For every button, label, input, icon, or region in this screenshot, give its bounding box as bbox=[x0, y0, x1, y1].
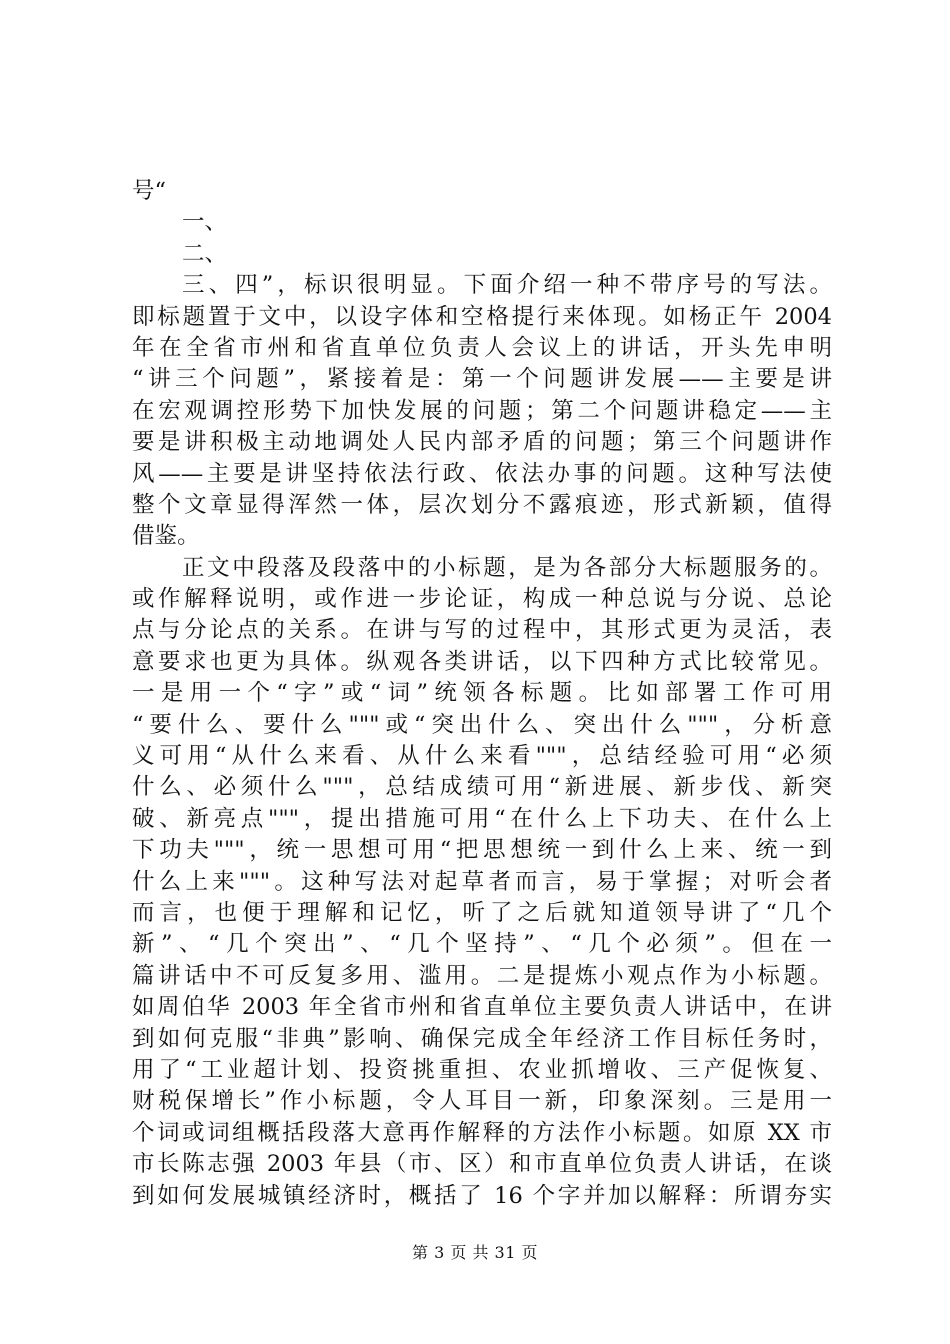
text-line: 借鉴。 bbox=[132, 523, 200, 550]
text-line: 一是用一个“字”或“词”统领各标题。比如部署工作可用 bbox=[132, 680, 832, 707]
text-line: 整个文章显得浑然一体，层次划分不露痕迹，形式新颖，值得 bbox=[132, 491, 832, 518]
text-line: 义可用“从什么来看、从什么来看"""，总结经验可用“必须 bbox=[132, 743, 832, 770]
text-line: 点与分论点的关系。在讲与写的过程中，其形式更为灵活，表 bbox=[132, 617, 832, 644]
text-line: 或作解释说明，或作进一步论证，构成一种总说与分说、总论 bbox=[132, 586, 832, 613]
body-text bbox=[132, 176, 832, 1212]
text-line: 三、四”，标识很明显。下面介绍一种不带序号的写法。 bbox=[182, 272, 832, 299]
text-line: 年在全省市州和省直单位负责人会议上的讲话，开头先申明 bbox=[132, 334, 832, 361]
text-line: 市长陈志强 2003 年县（市、区）和市直单位负责人讲话，在谈 bbox=[132, 1151, 832, 1178]
text-line: 二、 bbox=[182, 240, 228, 267]
text-line: 篇讲话中不可反复多用、滥用。二是提炼小观点作为小标题。 bbox=[132, 962, 832, 989]
text-line: 破、新亮点"""，提出措施可用“在什么上下功夫、在什么上 bbox=[132, 805, 832, 832]
text-line: 号“ bbox=[132, 178, 167, 204]
text-line: 到如何克服“非典”影响、确保完成全年经济工作目标任务时， bbox=[132, 1025, 832, 1052]
text-line: 而言，也便于理解和记忆，听了之后就知道领导讲了“几个 bbox=[132, 899, 832, 926]
text-line: 什么上来"""。这种写法对起草者而言，易于掌握；对听会者 bbox=[132, 868, 832, 895]
text-line: 如周伯华 2003 年全省市州和省直单位主要负责人讲话中，在讲 bbox=[132, 994, 832, 1021]
page-footer: 第 3 页 共 31 页 bbox=[412, 1243, 538, 1262]
text-line: 意要求也更为具体。纵观各类讲话，以下四种方式比较常见。 bbox=[132, 648, 832, 675]
text-line: 下功夫"""，统一思想可用“把思想统一到什么上来、统一到 bbox=[132, 837, 832, 864]
text-line: 什么、必须什么"""，总结成绩可用“新进展、新步伐、新突 bbox=[132, 774, 832, 801]
text-line: 在宏观调控形势下加快发展的问题；第二个问题讲稳定——主 bbox=[132, 397, 832, 424]
text-line: 即标题置于文中，以设字体和空格提行来体现。如杨正午 2004 bbox=[132, 303, 832, 330]
text-line: 个词或词组概括段落大意再作解释的方法作小标题。如原 XX 市 bbox=[132, 1119, 832, 1146]
text-line: 一、 bbox=[182, 209, 228, 236]
text-line: “要什么、要什么"""或“突出什么、突出什么"""，分析意 bbox=[132, 711, 832, 738]
text-line: 用了“工业超计划、投资挑重担、农业抓增收、三产促恢复、 bbox=[132, 1056, 832, 1083]
text-line: “讲三个问题”，紧接着是：第一个问题讲发展——主要是讲 bbox=[132, 366, 832, 393]
text-line: 新”、“几个突出”、“几个坚持”、“几个必须”。但在一 bbox=[132, 931, 832, 958]
text-line: 财税保增长”作小标题，令人耳目一新，印象深刻。三是用一 bbox=[132, 1088, 832, 1115]
text-line: 到如何发展城镇经济时，概括了 16 个字并加以解释：所谓夯实 bbox=[132, 1182, 832, 1209]
text-line: 风——主要是讲坚持依法行政、依法办事的问题。这种写法使 bbox=[132, 460, 832, 487]
text-line: 正文中段落及段落中的小标题，是为各部分大标题服务的。 bbox=[182, 554, 832, 581]
text-line: 要是讲积极主动地调处人民内部矛盾的问题；第三个问题讲作 bbox=[132, 429, 832, 456]
